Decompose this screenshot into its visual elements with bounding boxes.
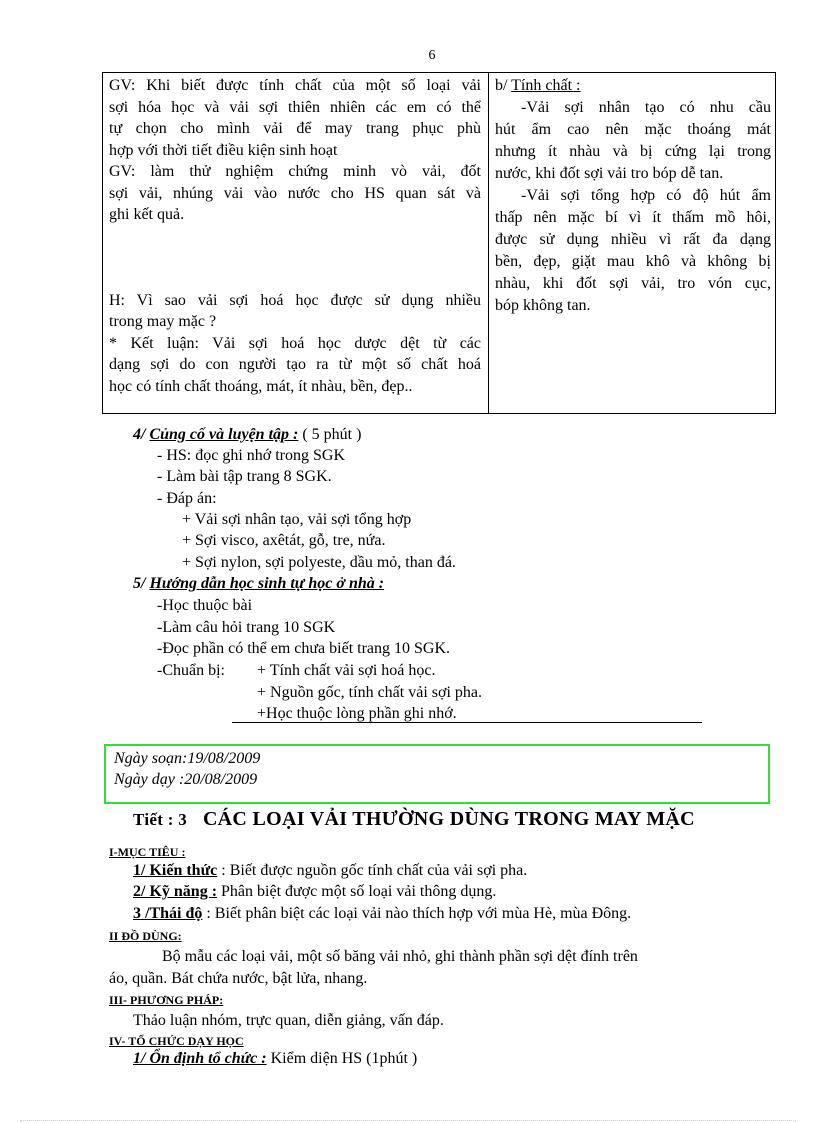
right-line: -Vải sợi nhân tạo có nhu cầu — [521, 99, 771, 116]
ngay-day: Ngày dạy :20/08/2009 — [114, 771, 258, 788]
on-dinh-item: 1/ Ổn định tổ chức : Kiểm diện HS (1phút ) — [133, 1050, 418, 1067]
list-item: -Làm câu hỏi trang 10 SGK — [157, 619, 336, 636]
list-item: - HS: đọc ghi nhớ trong SGK — [157, 447, 346, 464]
right-line: nhưng ít nhàu và bị cứng lại trong — [495, 143, 771, 160]
answer-item: + Sợi nylon, sợi polyeste, dầu mỏ, than đá. — [182, 554, 456, 571]
do-dung-line: Bộ mẫu các loại vải, một số băng vải nhỏ, ghi thành phần sợi dệt đính trên — [162, 948, 638, 965]
section5-heading: 5/ Hướng dẫn học sinh tự học ở nhà : — [133, 575, 385, 592]
tinh-chat-heading: Tính chất : — [511, 77, 581, 94]
left-line: H: Vì sao vải sợi hoá học được sử dụng nhiều — [109, 291, 481, 309]
left-line: ghi kết quả. — [109, 206, 185, 223]
phuong-phap-text: Thảo luận nhóm, trực quan, diễn giảng, vấn đáp. — [133, 1012, 444, 1029]
answer-item: + Vải sợi nhân tạo, vải sợi tổng hợp — [182, 511, 412, 528]
table-left-cell — [109, 75, 481, 397]
muc-tieu-heading: I-MỤC TIÊU : — [109, 845, 186, 859]
phuong-phap-heading: III- PHƯƠNG PHÁP: — [109, 993, 224, 1007]
prepare-item: + Nguồn gốc, tính chất vải sợi pha. — [257, 684, 482, 701]
left-line: GV: Khi biết được tính chất của một số loại vải — [109, 77, 481, 94]
page-number: 6 — [428, 48, 436, 63]
section5-title: Hướng dẫn học sinh tự học ở nhà : — [149, 575, 385, 592]
right-line: bền, đẹp, giặt mau khô và không bị — [495, 253, 771, 270]
answer-item: + Sợi visco, axêtát, gỗ, tre, nứa. — [182, 532, 386, 549]
to-chuc-heading: IV- TỔ CHỨC DẠY HỌC — [109, 1034, 244, 1048]
left-line: học có tính chất thoáng, mát, ít nhàu, bền, đẹp.. — [109, 377, 413, 395]
tiet-label: Tiết : 3 — [133, 810, 188, 829]
left-line: GV: làm thử nghiệm chứng minh vò vải, đốt — [109, 163, 481, 180]
right-line: nhàu, khi đốt sợi vải, tro vón cục, — [495, 275, 771, 292]
right-line: được sử dụng nhiều vì rất đa dạng — [495, 231, 771, 248]
section4-heading: 4/ Củng cố và luyện tập : ( 5 phút ) — [133, 426, 362, 443]
objective-attitude: 3 /Thái độ : Biết phân biệt các loại vải nào thích hợp với mùa Hè, mùa Đông. — [133, 905, 632, 922]
lesson-table — [102, 72, 776, 414]
section4-title: Củng cố và luyện tập : — [149, 426, 299, 443]
prepare-item: +Học thuộc lòng phần ghi nhớ. — [257, 705, 457, 722]
left-line: tự chọn cho mình vải để may trang phục phù — [109, 120, 481, 137]
right-heading: b/ Tính chất : — [495, 77, 581, 94]
lesson-name: CÁC LOẠI VẢI THƯỜNG DÙNG TRONG MAY MẶC — [202, 808, 695, 830]
objective-knowledge: 1/ Kiến thức : Biết được nguồn gốc tính chất của vải sợi pha. — [133, 862, 528, 879]
prepare-item: + Tính chất vải sợi hoá học. — [257, 662, 436, 679]
right-line: nước, khi đốt sợi vải tro bóp dễ tan. — [495, 165, 724, 182]
do-dung-line: áo, quần. Bát chứa nước, bật lửa, nhang. — [109, 970, 368, 987]
left-line: * Kết luận: Vải sợi hoá học dược dệt từ các — [109, 334, 481, 352]
table-divider — [488, 73, 489, 413]
right-line: hút ẩm cao nên mặc thoáng mát — [495, 121, 771, 138]
left-line: trong may mặc ? — [109, 313, 217, 330]
prepare-label: -Chuẩn bị: — [157, 662, 225, 679]
left-line: dạng sợi do con người tạo ra từ một số chất hoá — [109, 356, 481, 373]
ngay-soan: Ngày soạn:19/08/2009 — [114, 750, 261, 767]
list-item: -Đọc phần có thể em chưa biết trang 10 SGK. — [157, 640, 451, 657]
left-line: sợi vải, nhúng vải vào nước cho HS quan sát và — [109, 184, 481, 202]
right-line: -Vải sợi tổng hợp có độ hút ẩm — [521, 187, 771, 204]
left-line: sợi hóa học và vải sợi thiên nhiên các em có thể — [109, 98, 481, 116]
list-item: -Học thuộc bài — [157, 597, 253, 614]
objective-skill: 2/ Kỹ năng : Phân biệt được một số loại vải thông dụng. — [133, 883, 497, 900]
left-line: hợp với thời tiết điều kiện sinh hoạt — [109, 141, 338, 159]
lesson-title — [133, 808, 695, 831]
list-item: - Làm bài tập trang 8 SGK. — [157, 468, 332, 485]
dates-box — [104, 744, 770, 804]
list-item: - Đáp án: — [157, 490, 217, 507]
horizontal-rule — [232, 722, 702, 723]
right-line: bóp không tan. — [495, 297, 591, 314]
do-dung-heading: II ĐỒ DÙNG: — [109, 929, 182, 943]
table-right-cell — [495, 75, 771, 317]
footer-rule — [20, 1120, 796, 1121]
right-line: thấp nên mặc bí vì ít thấm mồ hôi, — [495, 209, 771, 226]
